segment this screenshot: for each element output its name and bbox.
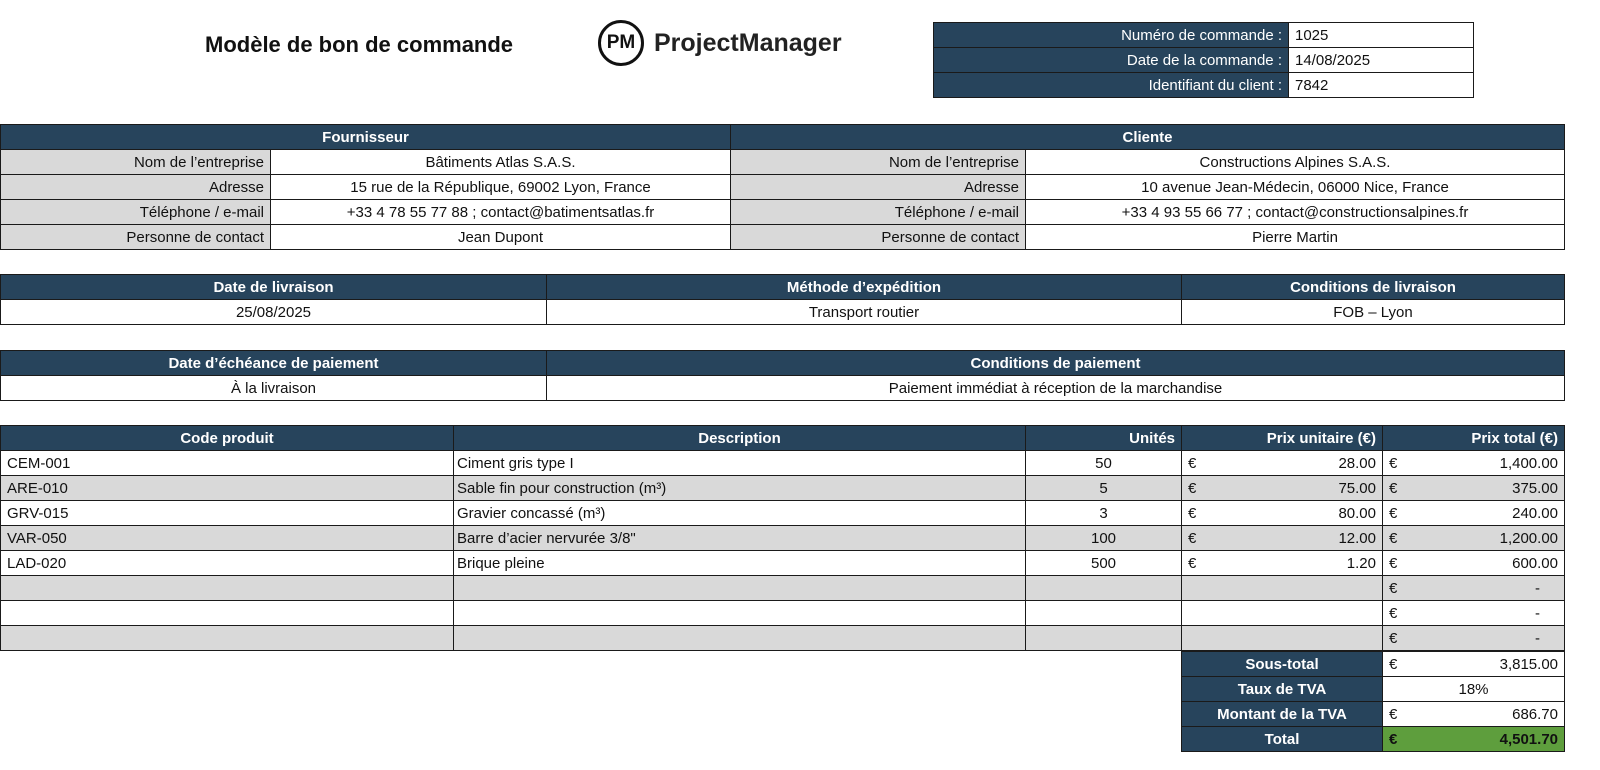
unit-price: 1.20 <box>1346 554 1376 572</box>
table-row <box>1 526 1565 551</box>
product-description[interactable] <box>454 576 1026 601</box>
supplier-field-label: Téléphone / e-mail <box>1 200 271 225</box>
unit-price-cell[interactable] <box>1182 626 1383 651</box>
unit-price: 75.00 <box>1338 479 1376 497</box>
description-header: Description <box>454 426 1026 451</box>
table-row <box>1 601 1565 626</box>
parties-table <box>0 124 1565 250</box>
product-code[interactable] <box>1 576 454 601</box>
product-description[interactable]: Barre d’acier nervurée 3/8" <box>454 526 1026 551</box>
delivery-terms[interactable]: FOB – Lyon <box>1182 300 1565 325</box>
total-price-cell <box>1383 626 1565 651</box>
currency-symbol: € <box>1389 604 1398 622</box>
product-description[interactable] <box>454 601 1026 626</box>
party-row <box>1 150 1565 175</box>
table-row <box>1 451 1565 476</box>
product-description[interactable]: Gravier concassé (m³) <box>454 501 1026 526</box>
vat-amount: 686.70 <box>1512 705 1558 723</box>
unit-price-cell[interactable] <box>1182 576 1383 601</box>
client-header: Cliente <box>731 125 1565 150</box>
unit-price-cell[interactable] <box>1182 476 1383 501</box>
product-description[interactable] <box>454 626 1026 651</box>
client-field-value[interactable]: Constructions Alpines S.A.S. <box>1026 150 1565 175</box>
client-field-label: Adresse <box>731 175 1026 200</box>
page-title: Modèle de bon de commande <box>205 32 514 57</box>
party-row <box>1 225 1565 250</box>
code-header: Code produit <box>1 426 454 451</box>
table-row <box>1 626 1565 651</box>
payment-terms-header: Conditions de paiement <box>547 351 1565 376</box>
party-row <box>1 175 1565 200</box>
total-price-cell <box>1383 451 1565 476</box>
client-field-label: Téléphone / e-mail <box>731 200 1026 225</box>
total-price: - <box>1535 579 1540 597</box>
product-units[interactable]: 3 <box>1026 501 1182 526</box>
table-row <box>1 476 1565 501</box>
table-row <box>1 551 1565 576</box>
items-table <box>0 425 1565 651</box>
unit-price-cell[interactable] <box>1182 601 1383 626</box>
meta-label: Date de la commande : <box>934 48 1289 73</box>
meta-row <box>934 23 1474 48</box>
delivery-table <box>0 274 1565 325</box>
payment-due-header: Date d’échéance de paiement <box>1 351 547 376</box>
currency-symbol: € <box>1389 655 1398 673</box>
payment-due[interactable]: À la livraison <box>1 376 547 401</box>
units-header: Unités <box>1026 426 1182 451</box>
currency-symbol: € <box>1389 454 1398 472</box>
total-price-cell <box>1383 476 1565 501</box>
unit-price: 28.00 <box>1338 454 1376 472</box>
vat-rate-value[interactable]: 18% <box>1383 677 1565 702</box>
total-amount: 4,501.70 <box>1499 730 1558 748</box>
unit-price-cell[interactable] <box>1182 526 1383 551</box>
unit-price-cell[interactable] <box>1182 451 1383 476</box>
currency-symbol: € <box>1389 705 1398 723</box>
product-units[interactable] <box>1026 626 1182 651</box>
shipping-method-header: Méthode d’expédition <box>547 275 1182 300</box>
supplier-field-value[interactable]: Bâtiments Atlas S.A.S. <box>271 150 731 175</box>
total-price-cell <box>1383 526 1565 551</box>
unit-price-cell[interactable] <box>1182 551 1383 576</box>
currency-symbol: € <box>1188 529 1197 547</box>
total-label: Total <box>1182 727 1383 752</box>
currency-symbol: € <box>1188 554 1197 572</box>
product-code[interactable]: CEM-001 <box>1 451 454 476</box>
meta-row <box>934 73 1474 98</box>
total-price: 1,200.00 <box>1499 529 1558 547</box>
product-code[interactable]: LAD-020 <box>1 551 454 576</box>
payment-terms[interactable]: Paiement immédiat à réception de la marchandise <box>547 376 1565 401</box>
product-code[interactable] <box>1 601 454 626</box>
total-price: 600.00 <box>1512 554 1558 572</box>
meta-value[interactable]: 1025 <box>1289 23 1474 48</box>
total-price-cell <box>1383 576 1565 601</box>
table-row <box>1 576 1565 601</box>
product-code[interactable]: ARE-010 <box>1 476 454 501</box>
currency-symbol: € <box>1389 529 1398 547</box>
supplier-field-label: Nom de l’entreprise <box>1 150 271 175</box>
supplier-field-value[interactable]: +33 4 78 55 77 88 ; contact@batimentsatlas.fr <box>271 200 731 225</box>
unit-price: 12.00 <box>1338 529 1376 547</box>
vat-amount-value <box>1383 702 1565 727</box>
vat-rate-label: Taux de TVA <box>1182 677 1383 702</box>
currency-symbol: € <box>1188 454 1197 472</box>
meta-label: Numéro de commande : <box>934 23 1289 48</box>
vat-amount-label: Montant de la TVA <box>1182 702 1383 727</box>
subtotal-label: Sous-total <box>1182 652 1383 677</box>
total-price: - <box>1535 629 1540 647</box>
unit-price: 80.00 <box>1338 504 1376 522</box>
meta-row <box>934 48 1474 73</box>
delivery-date[interactable]: 25/08/2025 <box>1 300 547 325</box>
client-field-value[interactable]: +33 4 93 55 66 77 ; contact@constructionsalpines.fr <box>1026 200 1565 225</box>
logo-name: ProjectManager <box>654 28 842 57</box>
currency-symbol: € <box>1389 629 1398 647</box>
product-code[interactable]: VAR-050 <box>1 526 454 551</box>
client-field-label: Nom de l’entreprise <box>731 150 1026 175</box>
meta-label: Identifiant du client : <box>934 73 1289 98</box>
total-price-cell <box>1383 501 1565 526</box>
total-price-header: Prix total (€) <box>1383 426 1565 451</box>
currency-symbol: € <box>1389 479 1398 497</box>
client-field-value[interactable]: Pierre Martin <box>1026 225 1565 250</box>
supplier-header: Fournisseur <box>1 125 731 150</box>
currency-symbol: € <box>1389 504 1398 522</box>
total-price-cell <box>1383 601 1565 626</box>
currency-symbol: € <box>1188 504 1197 522</box>
supplier-field-label: Adresse <box>1 175 271 200</box>
currency-symbol: € <box>1188 479 1197 497</box>
delivery-date-header: Date de livraison <box>1 275 547 300</box>
supplier-field-value[interactable]: Jean Dupont <box>271 225 731 250</box>
currency-symbol: € <box>1389 579 1398 597</box>
unit-price-header: Prix unitaire (€) <box>1182 426 1383 451</box>
client-field-value[interactable]: 10 avenue Jean-Médecin, 06000 Nice, France <box>1026 175 1565 200</box>
totals-table <box>1181 651 1565 752</box>
product-units[interactable]: 50 <box>1026 451 1182 476</box>
total-value <box>1383 727 1565 752</box>
shipping-method[interactable]: Transport routier <box>547 300 1182 325</box>
unit-price-cell[interactable] <box>1182 501 1383 526</box>
product-description[interactable]: Brique pleine <box>454 551 1026 576</box>
client-field-label: Personne de contact <box>731 225 1026 250</box>
product-code[interactable] <box>1 626 454 651</box>
delivery-terms-header: Conditions de livraison <box>1182 275 1565 300</box>
total-price: - <box>1535 604 1540 622</box>
product-units[interactable]: 5 <box>1026 476 1182 501</box>
currency-symbol: € <box>1389 554 1398 572</box>
product-units[interactable]: 100 <box>1026 526 1182 551</box>
logo <box>598 20 842 66</box>
meta-value[interactable]: 7842 <box>1289 73 1474 98</box>
supplier-field-value[interactable]: 15 rue de la République, 69002 Lyon, France <box>271 175 731 200</box>
currency-symbol: € <box>1389 730 1398 748</box>
product-units[interactable] <box>1026 601 1182 626</box>
party-row <box>1 200 1565 225</box>
order-meta-table <box>933 22 1474 98</box>
total-price: 1,400.00 <box>1499 454 1558 472</box>
product-code[interactable]: GRV-015 <box>1 501 454 526</box>
total-price-cell <box>1383 551 1565 576</box>
product-units[interactable] <box>1026 576 1182 601</box>
product-units[interactable]: 500 <box>1026 551 1182 576</box>
payment-table <box>0 350 1565 401</box>
total-price: 375.00 <box>1512 479 1558 497</box>
meta-value[interactable]: 14/08/2025 <box>1289 48 1474 73</box>
subtotal-amount: 3,815.00 <box>1499 655 1558 673</box>
total-price: 240.00 <box>1512 504 1558 522</box>
logo-mark: PM <box>598 20 644 66</box>
subtotal-value <box>1383 652 1565 677</box>
product-description[interactable]: Sable fin pour construction (m³) <box>454 476 1026 501</box>
supplier-field-label: Personne de contact <box>1 225 271 250</box>
product-description[interactable]: Ciment gris type I <box>454 451 1026 476</box>
table-row <box>1 501 1565 526</box>
